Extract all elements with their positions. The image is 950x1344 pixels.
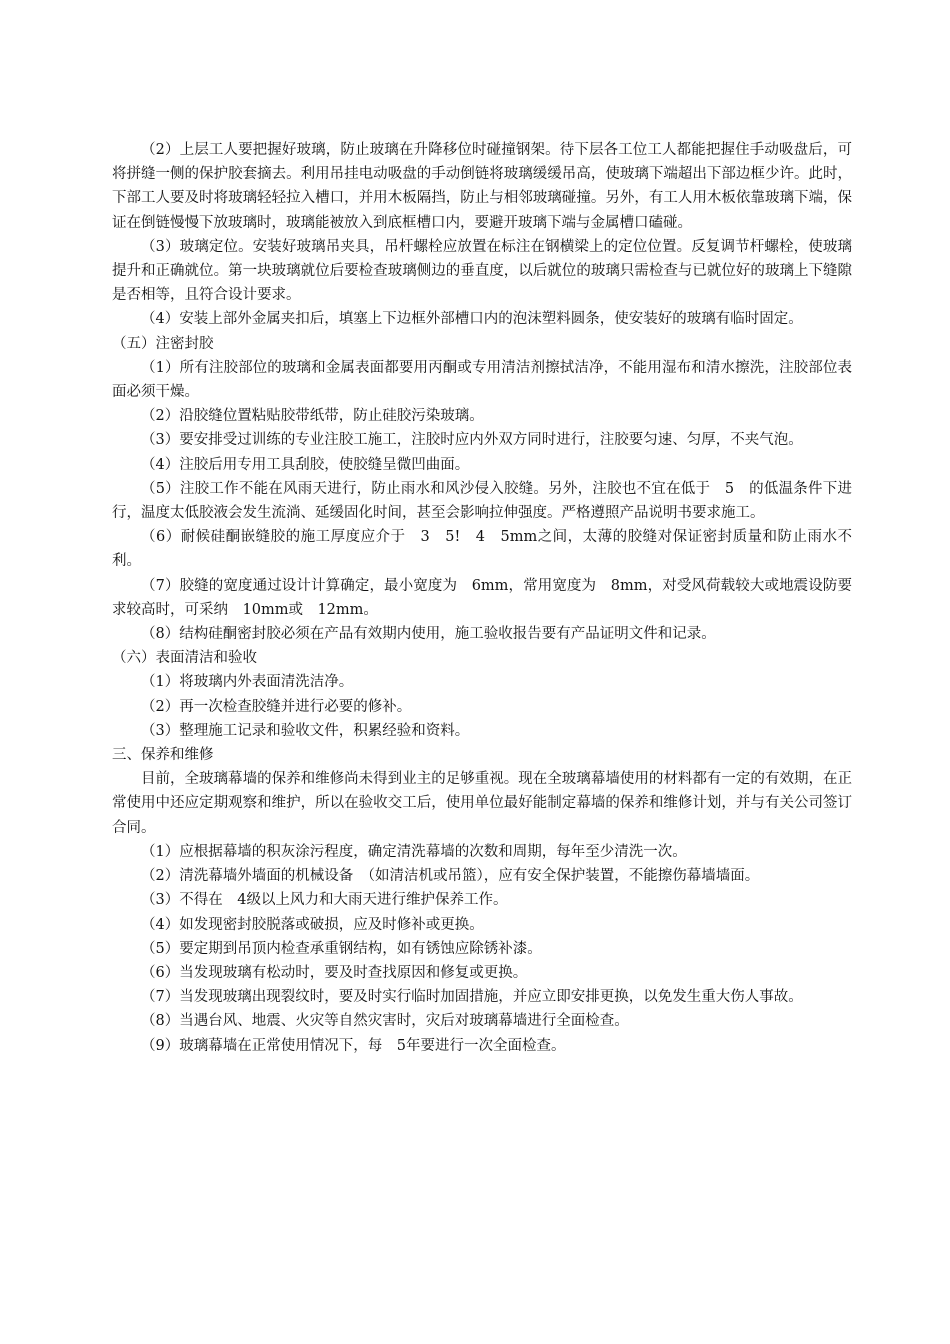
sealant-item-4: （4）注胶后用专用工具刮胶，使胶缝呈微凹曲面。 [141,456,470,473]
maintenance-intro: 目前，全玻璃幕墙的保养和维修尚未得到业主的足够重视。现在全玻璃幕墙使用的材料都有一定的有效期，在正常使用中还应定期观察和维护，所以在验收交工后，使用单位最好能制定幕墙的保养和维修计划，并与有关公司签订合同。 [112,771,852,836]
maintenance-item-3: （3）不得在 4级以上风力和大雨天进行维护保养工作。 [141,892,508,909]
cleaning-item-3: （3）整理施工记录和验收文件，积累经验和资料。 [141,722,470,739]
paragraph-3-glass-positioning: （3）玻璃定位。安装好玻璃吊夹具，吊杆螺栓应放置在标注在钢横梁上的定位位置。反复调节杆螺栓，使玻璃提升和正确就位。第一块玻璃就位后要检查玻璃侧边的垂直度，以后就位的玻璃只需检查与已就位好的玻璃上下缝隙是否相等，且符合设计要求。 [112,238,852,304]
sealant-item-5: （5）注胶工作不能在风雨天进行，防止雨水和风沙侵入胶缝。另外，注胶也不宜在低于 5 的低温条件下进行，温度太低胶液会发生流淌、延缓固化时间，甚至会影响拉伸强度。严格遵照产品说明书要求施工。 [112,480,852,522]
maintenance-item-8: （8）当遇台风、地震、火灾等自然灾害时，灾后对玻璃幕墙进行全面检查。 [141,1013,629,1030]
section-heading-sealant: （五）注密封胶 [112,335,214,352]
cleaning-item-1: （1）将玻璃内外表面清洗洁净。 [141,674,354,691]
sealant-item-2: （2）沿胶缝位置粘贴胶带纸带，防止硅胶污染玻璃。 [141,408,484,425]
sealant-item-6: （6）耐候硅酮嵌缝胶的施工厚度应介于 3 5! 4 5mm之间，太薄的胶缝对保证密封质量和防止雨水不利。 [112,529,852,570]
section-heading-maintenance: 三、保养和维修 [112,747,214,764]
sealant-item-1: （1）所有注胶部位的玻璃和金属表面都要用丙酮或专用清洁剂擦拭洁净，不能用湿布和清水擦洗，注胶部位表面必须干燥。 [112,359,852,401]
document-body [112,138,852,1058]
cleaning-item-2: （2）再一次检查胶缝并进行必要的修补。 [141,698,412,715]
maintenance-item-5: （5）要定期到吊顶内检查承重钢结构，如有锈蚀应除锈补漆。 [141,940,542,957]
maintenance-item-1: （1）应根据幕墙的积灰涂污程度，确定清洗幕墙的次数和周期，每年至少清洗一次。 [141,843,687,860]
paragraph-4-temporary-fixing: （4）安装上部外金属夹扣后，填塞上下边框外部槽口内的泡沫塑料圆条，使安装好的玻璃有临时固定。 [141,311,803,328]
sealant-item-8: （8）结构硅酮密封胶必须在产品有效期内使用，施工验收报告要有产品证明文件和记录。 [141,626,716,643]
maintenance-item-2: （2）清洗幕墙外墙面的机械设备 （如清洁机或吊篮），应有安全保护装置，不能擦伤幕墙墙面。 [141,868,760,885]
maintenance-item-4: （4）如发现密封胶脱落或破损，应及时修补或更换。 [141,916,484,933]
maintenance-item-6: （6）当发现玻璃有松动时，要及时查找原因和修复或更换。 [141,964,528,981]
section-heading-cleaning: （六）表面清洁和验收 [112,650,257,667]
maintenance-item-9: （9）玻璃幕墙在正常使用情况下，每 5年要进行一次全面检查。 [141,1037,566,1054]
maintenance-item-7: （7）当发现玻璃出现裂纹时，要及时实行临时加固措施，并应立即安排更换，以免发生重大伤人事故。 [141,989,803,1006]
sealant-item-7: （7）胶缝的宽度通过设计计算确定，最小宽度为 6mm，常用宽度为 8mm，对受风荷载较大或地震设防要求较高时，可采纳 10mm或 12mm。 [112,577,852,618]
sealant-item-3: （3）要安排受过训练的专业注胶工施工，注胶时应内外双方同时进行，注胶要匀速、匀厚，不夹气泡。 [141,432,803,449]
paragraph-2-glass-lifting: （2）上层工人要把握好玻璃，防止玻璃在升降移位时碰撞钢架。待下层各工位工人都能把握住手动吸盘后，可将拼缝一侧的保护胶套摘去。利用吊挂电动吸盘的手动倒链将玻璃缓缓吊高，使玻璃下端超出下部边框少许。此时，下部工人要及时将玻璃轻轻拉入槽口，并用木板隔挡，防止与相邻玻璃碰撞。另外，有工人用木板依靠玻璃下端，保证在倒链慢慢下放玻璃时，玻璃能被放入到底框槽口内，要避开玻璃下端与金属槽口磕碰。 [112,142,852,231]
